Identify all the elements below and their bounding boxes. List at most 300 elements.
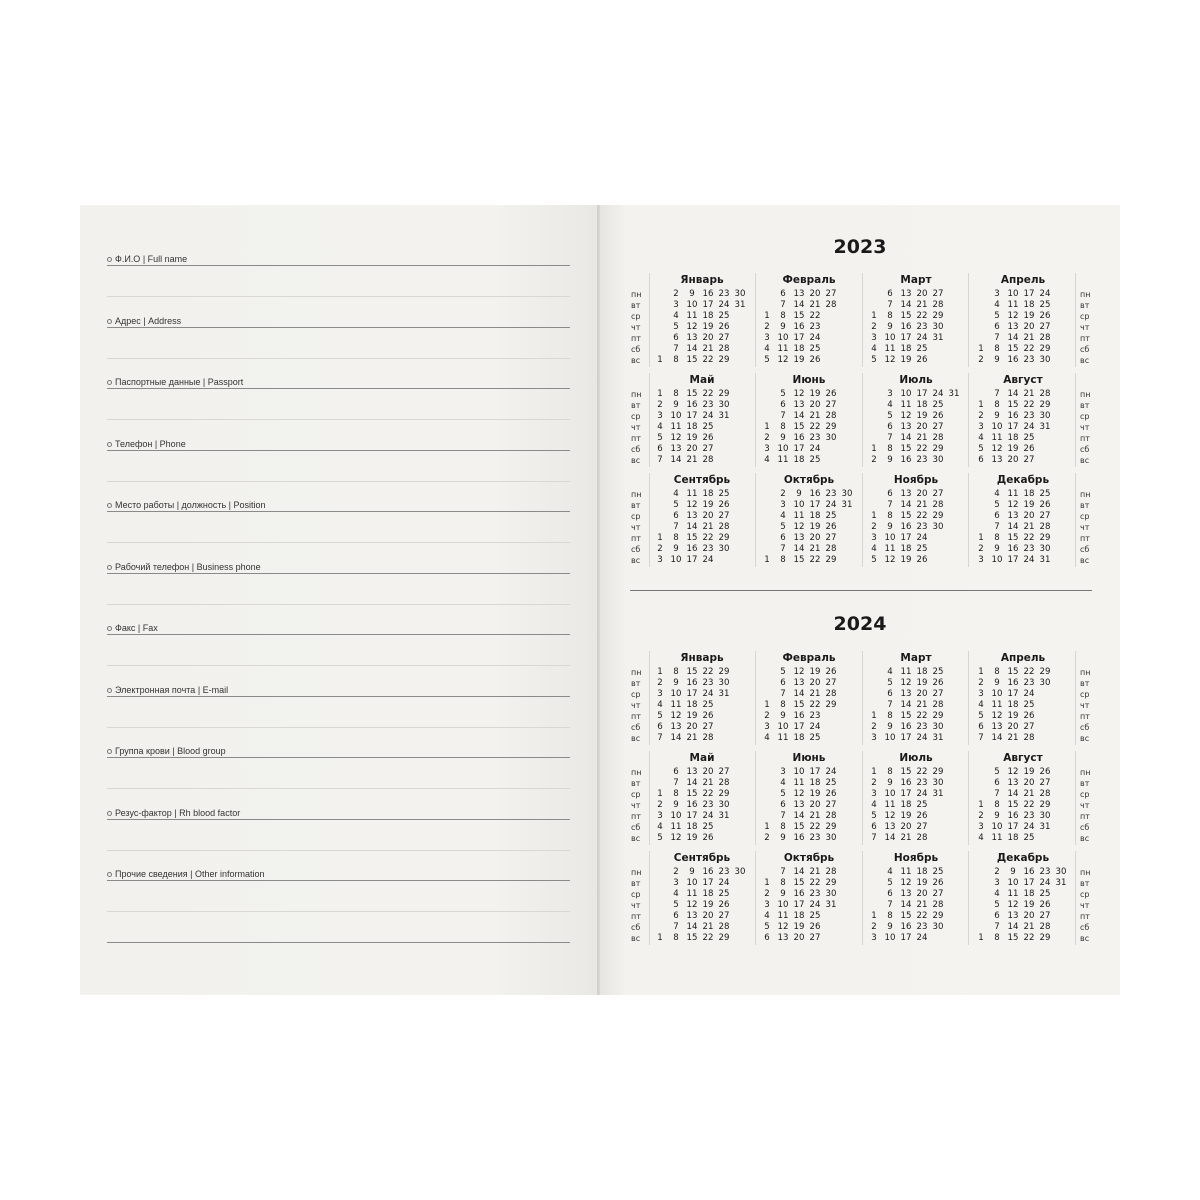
- calendar-day: 1: [871, 311, 877, 321]
- calendar-day: 19: [1023, 900, 1035, 910]
- calendar-day: 7: [780, 411, 786, 421]
- weekday-label: вт: [631, 301, 641, 310]
- calendar-day: 15: [793, 422, 805, 432]
- calendar-day: 24: [825, 767, 837, 777]
- month-name: Январь: [680, 652, 724, 664]
- calendar-day: 12: [793, 389, 805, 399]
- calendar-day: 24: [702, 689, 714, 699]
- calendar-day: 14: [686, 344, 698, 354]
- calendar-day: 20: [702, 911, 714, 921]
- calendar-day: 26: [718, 500, 730, 510]
- calendar-day: 31: [718, 811, 730, 821]
- calendar-day: 4: [887, 667, 893, 677]
- month-name: Декабрь: [996, 852, 1050, 864]
- month-name: Ноябрь: [893, 474, 939, 486]
- calendar-day: 18: [1007, 833, 1019, 843]
- calendar-day: 10: [793, 767, 805, 777]
- calendar-day: 17: [686, 555, 698, 565]
- calendar-day: 15: [793, 311, 805, 321]
- calendar-day: 5: [673, 322, 679, 332]
- weekday-label: чт: [631, 701, 641, 710]
- calendar-day: 28: [825, 811, 837, 821]
- writing-line[interactable]: [107, 911, 570, 912]
- calendar-day: 29: [932, 911, 944, 921]
- writing-line[interactable]: [107, 358, 570, 359]
- calendar-day: 1: [978, 800, 984, 810]
- weekday-label: ср: [631, 512, 641, 521]
- calendar-day: 13: [793, 678, 805, 688]
- weekday-label: вт: [1080, 679, 1090, 688]
- calendar-day: 20: [1007, 455, 1019, 465]
- field-label: [107, 375, 243, 389]
- calendar-day: 18: [793, 911, 805, 921]
- calendar-day: 8: [673, 789, 679, 799]
- calendar-day: 17: [1007, 822, 1019, 832]
- calendar-day: 1: [657, 933, 663, 943]
- calendar-day: 2: [871, 722, 877, 732]
- calendar-day: 17: [900, 733, 912, 743]
- calendar-day: 2: [673, 289, 679, 299]
- calendar-day: 3: [657, 411, 663, 421]
- calendar-day: 2: [764, 322, 770, 332]
- calendar-day: 21: [900, 833, 912, 843]
- calendar-day: 25: [932, 400, 944, 410]
- calendar-day: 8: [994, 933, 1000, 943]
- calendar-day: 2: [871, 522, 877, 532]
- calendar-day: 25: [932, 867, 944, 877]
- calendar-day: 22: [1023, 933, 1035, 943]
- weekday-label: сб: [631, 823, 641, 832]
- calendar-day: 11: [686, 489, 698, 499]
- calendar-day: 25: [718, 311, 730, 321]
- calendar-day: 21: [686, 733, 698, 743]
- month-block: [759, 851, 859, 945]
- calendar-day: 9: [780, 833, 786, 843]
- calendar-day: 6: [657, 722, 663, 732]
- calendar-day: 22: [702, 789, 714, 799]
- calendar-day: 5: [887, 411, 893, 421]
- calendar-day: 11: [793, 778, 805, 788]
- writing-line[interactable]: [107, 450, 570, 451]
- calendar-day: 11: [1007, 300, 1019, 310]
- calendar-day: 15: [1007, 400, 1019, 410]
- weekday-label: пн: [1080, 490, 1091, 499]
- calendar-day: 7: [657, 455, 663, 465]
- calendar-day: 22: [809, 422, 821, 432]
- calendar-day: 15: [686, 933, 698, 943]
- calendar-day: 1: [657, 667, 663, 677]
- calendar-day: 18: [702, 311, 714, 321]
- calendar-day: 30: [932, 778, 944, 788]
- calendar-day: 5: [764, 355, 770, 365]
- calendar-day: 19: [1023, 311, 1035, 321]
- weekday-label: пт: [631, 534, 641, 543]
- calendar-day: 23: [809, 433, 821, 443]
- calendar-day: 12: [777, 355, 789, 365]
- calendar-day: 26: [825, 667, 837, 677]
- month-name: Декабрь: [996, 474, 1050, 486]
- month-separator: [649, 473, 651, 567]
- writing-line[interactable]: [107, 727, 570, 728]
- weekday-label: сб: [1080, 923, 1090, 932]
- month-separator: [649, 373, 651, 467]
- month-name: Август: [1003, 752, 1043, 764]
- calendar-day: 10: [777, 333, 789, 343]
- calendar-day: 19: [916, 878, 928, 888]
- calendar-day: 24: [1039, 878, 1051, 888]
- weekday-label: сб: [1080, 545, 1090, 554]
- calendar-day: 19: [900, 355, 912, 365]
- weekday-label: вт: [1080, 401, 1090, 410]
- calendar-day: 11: [1007, 489, 1019, 499]
- calendar-day: 6: [978, 722, 984, 732]
- calendar-day: 29: [718, 789, 730, 799]
- month-separator: [1075, 473, 1077, 567]
- calendar-day: 23: [1023, 544, 1035, 554]
- calendar-day: 16: [702, 867, 714, 877]
- calendar-day: 5: [887, 678, 893, 688]
- calendar-day: 2: [764, 833, 770, 843]
- calendar-day: 8: [887, 444, 893, 454]
- calendar-day: 10: [670, 811, 682, 821]
- calendar-day: 23: [809, 833, 821, 843]
- weekday-label: вт: [631, 501, 641, 510]
- calendar-day: 1: [764, 822, 770, 832]
- writing-line[interactable]: [107, 788, 570, 789]
- calendar-day: 2: [978, 544, 984, 554]
- calendar-day: 4: [887, 400, 893, 410]
- calendar-day: 28: [825, 689, 837, 699]
- calendar-day: 18: [1007, 700, 1019, 710]
- month-block: [759, 373, 859, 467]
- calendar-day: 30: [1039, 544, 1051, 554]
- calendar-day: 29: [718, 667, 730, 677]
- month-separator: [862, 473, 864, 567]
- calendar-day: 20: [809, 533, 821, 543]
- calendar-day: 1: [978, 933, 984, 943]
- calendar-day: 24: [1023, 422, 1035, 432]
- calendar-day: 27: [1039, 511, 1051, 521]
- calendar-day: 21: [809, 811, 821, 821]
- calendar-day: 13: [884, 822, 896, 832]
- calendar-day: 5: [871, 555, 877, 565]
- calendar-day: 16: [686, 400, 698, 410]
- calendar-day: 13: [670, 722, 682, 732]
- calendar-day: 9: [887, 522, 893, 532]
- calendar-day: 25: [916, 544, 928, 554]
- weekday-label: пт: [631, 912, 641, 921]
- calendar-day: 16: [1007, 544, 1019, 554]
- month-name: Март: [900, 652, 932, 664]
- calendar-day: 20: [809, 400, 821, 410]
- calendar-day: 28: [702, 455, 714, 465]
- calendar-day: 4: [657, 422, 663, 432]
- calendar-day: 14: [793, 411, 805, 421]
- month-separator: [755, 273, 757, 367]
- calendar-day: 23: [702, 800, 714, 810]
- calendar-day: 26: [825, 789, 837, 799]
- calendar-day: 28: [825, 411, 837, 421]
- calendar-day: 14: [686, 522, 698, 532]
- calendar-day: 2: [871, 922, 877, 932]
- month-separator: [755, 751, 757, 845]
- month-name: Апрель: [1000, 274, 1046, 286]
- bullet-icon: [107, 688, 112, 693]
- calendar-day: 28: [916, 833, 928, 843]
- calendar-day: 12: [900, 878, 912, 888]
- writing-line[interactable]: [107, 819, 570, 820]
- writing-line[interactable]: [107, 327, 570, 328]
- calendar-day: 11: [884, 544, 896, 554]
- calendar-day: 17: [1023, 289, 1035, 299]
- calendar-day: 21: [702, 344, 714, 354]
- month-block: [973, 751, 1073, 845]
- weekday-label: пн: [631, 868, 642, 877]
- month-name: Февраль: [782, 274, 836, 286]
- calendar-day: 22: [1023, 533, 1035, 543]
- calendar-day: 26: [809, 922, 821, 932]
- weekday-label: пт: [631, 712, 641, 721]
- weekday-label: сб: [1080, 445, 1090, 454]
- writing-line[interactable]: [107, 419, 570, 420]
- writing-line[interactable]: [107, 696, 570, 697]
- calendar-day: 12: [884, 811, 896, 821]
- calendar-day: 14: [793, 811, 805, 821]
- calendar-day: 4: [764, 733, 770, 743]
- writing-line[interactable]: [107, 481, 570, 482]
- calendar-day: 28: [1039, 789, 1051, 799]
- calendar-day: 11: [777, 733, 789, 743]
- month-name: Июль: [899, 752, 933, 764]
- weekday-label: пт: [1080, 534, 1090, 543]
- calendar-day: 23: [1023, 678, 1035, 688]
- weekday-label: вс: [1080, 734, 1090, 743]
- field-label: [107, 314, 181, 328]
- calendar-day: 19: [686, 433, 698, 443]
- writing-line[interactable]: [107, 942, 570, 943]
- calendar-day: 3: [871, 533, 877, 543]
- weekday-label: чт: [1080, 523, 1090, 532]
- calendar-day: 16: [1023, 867, 1035, 877]
- writing-line[interactable]: [107, 634, 570, 635]
- calendar-day: 3: [764, 333, 770, 343]
- calendar-day: 7: [657, 733, 663, 743]
- month-block: [652, 751, 752, 845]
- field-label-text: Паспортные данные | Passport: [115, 377, 244, 387]
- calendar-day: 8: [780, 700, 786, 710]
- calendar-day: 2: [764, 433, 770, 443]
- writing-line[interactable]: [107, 542, 570, 543]
- calendar-day: 7: [994, 333, 1000, 343]
- field-label-text: Рабочий телефон | Business phone: [115, 562, 261, 572]
- writing-line[interactable]: [107, 296, 570, 297]
- calendar-day: 7: [780, 689, 786, 699]
- calendar-day: 24: [1023, 822, 1035, 832]
- calendar-day: 28: [702, 733, 714, 743]
- calendar-day: 25: [702, 822, 714, 832]
- calendar-day: 26: [916, 555, 928, 565]
- calendar-day: 10: [777, 722, 789, 732]
- calendar-day: 30: [1039, 811, 1051, 821]
- writing-line[interactable]: [107, 511, 570, 512]
- calendar-day: 28: [932, 433, 944, 443]
- calendar-day: 16: [900, 722, 912, 732]
- calendar-day: 30: [718, 544, 730, 554]
- calendar-day: 12: [884, 355, 896, 365]
- writing-line[interactable]: [107, 757, 570, 758]
- calendar-day: 21: [686, 455, 698, 465]
- calendar-day: 14: [793, 544, 805, 554]
- calendar-day: 13: [991, 722, 1003, 732]
- calendar-day: 30: [1039, 355, 1051, 365]
- calendar-day: 4: [994, 489, 1000, 499]
- calendar-day: 6: [994, 511, 1000, 521]
- calendar-day: 17: [793, 333, 805, 343]
- calendar-day: 12: [670, 711, 682, 721]
- calendar-day: 18: [900, 800, 912, 810]
- calendar-day: 22: [809, 878, 821, 888]
- month-block: [759, 651, 859, 745]
- calendar-day: 8: [887, 711, 893, 721]
- calendar-day: 15: [686, 667, 698, 677]
- calendar-day: 10: [686, 300, 698, 310]
- calendar-day: 8: [673, 389, 679, 399]
- calendar-day: 7: [887, 700, 893, 710]
- calendar-day: 10: [686, 878, 698, 888]
- month-block: [652, 851, 752, 945]
- calendar-day: 19: [702, 900, 714, 910]
- calendar-day: 22: [809, 700, 821, 710]
- calendar-day: 23: [916, 455, 928, 465]
- calendar-day: 6: [994, 778, 1000, 788]
- calendar-day: 10: [777, 900, 789, 910]
- weekday-label: ср: [1080, 312, 1090, 321]
- calendar-day: 3: [978, 822, 984, 832]
- calendar-day: 7: [994, 389, 1000, 399]
- writing-line[interactable]: [107, 388, 570, 389]
- calendar-day: 6: [673, 333, 679, 343]
- calendar-day: 25: [916, 344, 928, 354]
- calendar-day: 12: [793, 522, 805, 532]
- calendar-day: 11: [900, 667, 912, 677]
- bullet-icon: [107, 626, 112, 631]
- calendar-day: 7: [780, 300, 786, 310]
- calendar-day: 21: [1023, 333, 1035, 343]
- calendar-day: 21: [702, 778, 714, 788]
- calendar-day: 13: [793, 289, 805, 299]
- calendar-day: 1: [871, 511, 877, 521]
- calendar-day: 1: [978, 667, 984, 677]
- calendar-day: 9: [673, 544, 679, 554]
- field-label-text: Место работы | должность | Position: [115, 500, 266, 510]
- writing-line[interactable]: [107, 573, 570, 574]
- calendar-day: 14: [1007, 522, 1019, 532]
- calendar-day: 12: [1007, 311, 1019, 321]
- writing-line[interactable]: [107, 665, 570, 666]
- calendar-day: 26: [825, 522, 837, 532]
- calendar-day: 7: [780, 867, 786, 877]
- calendar-day: 20: [900, 822, 912, 832]
- weekday-label: чт: [1080, 801, 1090, 810]
- calendar-day: 24: [809, 333, 821, 343]
- bullet-icon: [107, 503, 112, 508]
- calendar-day: 12: [991, 444, 1003, 454]
- calendar-day: 9: [887, 778, 893, 788]
- weekday-label: ср: [1080, 890, 1090, 899]
- calendar-day: 26: [702, 833, 714, 843]
- weekday-label: вс: [631, 556, 641, 565]
- month-name: Июнь: [792, 374, 826, 386]
- calendar-day: 6: [887, 289, 893, 299]
- writing-line[interactable]: [107, 265, 570, 266]
- calendar-day: 29: [1039, 667, 1051, 677]
- weekday-label: чт: [1080, 901, 1090, 910]
- calendar-day: 24: [825, 500, 837, 510]
- calendar-day: 6: [887, 422, 893, 432]
- weekday-label: вт: [631, 779, 641, 788]
- calendar-day: 8: [780, 822, 786, 832]
- calendar-day: 8: [673, 355, 679, 365]
- writing-line[interactable]: [107, 850, 570, 851]
- calendar-day: 16: [900, 922, 912, 932]
- calendar-day: 14: [991, 733, 1003, 743]
- calendar-day: 5: [657, 433, 663, 443]
- weekday-label: пт: [1080, 812, 1090, 821]
- weekday-label: пт: [631, 434, 641, 443]
- calendar-day: 5: [871, 355, 877, 365]
- weekday-label: ср: [631, 790, 641, 799]
- writing-line[interactable]: [107, 604, 570, 605]
- calendar-day: 13: [900, 689, 912, 699]
- weekday-label: пт: [1080, 912, 1090, 921]
- calendar-day: 15: [686, 533, 698, 543]
- month-block: [652, 651, 752, 745]
- calendar-day: 4: [673, 311, 679, 321]
- calendar-day: 17: [702, 878, 714, 888]
- calendar-day: 15: [793, 878, 805, 888]
- calendar-day: 21: [1023, 522, 1035, 532]
- calendar-day: 31: [718, 411, 730, 421]
- calendar-day: 6: [764, 933, 770, 943]
- bullet-icon: [107, 565, 112, 570]
- calendar-day: 21: [809, 544, 821, 554]
- calendar-day: 23: [1023, 411, 1035, 421]
- calendar-day: 3: [978, 689, 984, 699]
- calendar-day: 2: [657, 400, 663, 410]
- calendar-day: 16: [1007, 811, 1019, 821]
- calendar-day: 26: [1023, 444, 1035, 454]
- weekday-label: ср: [631, 690, 641, 699]
- calendar-day: 10: [670, 555, 682, 565]
- calendar-day: 14: [670, 455, 682, 465]
- calendar-day: 9: [887, 455, 893, 465]
- calendar-day: 25: [718, 889, 730, 899]
- month-block: [652, 473, 752, 567]
- calendar-day: 21: [916, 700, 928, 710]
- calendar-day: 6: [673, 511, 679, 521]
- calendar-day: 9: [1010, 867, 1016, 877]
- calendar-day: 13: [900, 889, 912, 899]
- calendar-day: 12: [777, 922, 789, 932]
- field-label-text: Телефон | Phone: [115, 439, 186, 449]
- calendar-day: 10: [670, 689, 682, 699]
- calendar-day: 6: [780, 289, 786, 299]
- calendar-day: 16: [686, 678, 698, 688]
- writing-line[interactable]: [107, 880, 570, 881]
- calendar-day: 12: [793, 667, 805, 677]
- calendar-day: 27: [718, 911, 730, 921]
- calendar-day: 29: [1039, 933, 1051, 943]
